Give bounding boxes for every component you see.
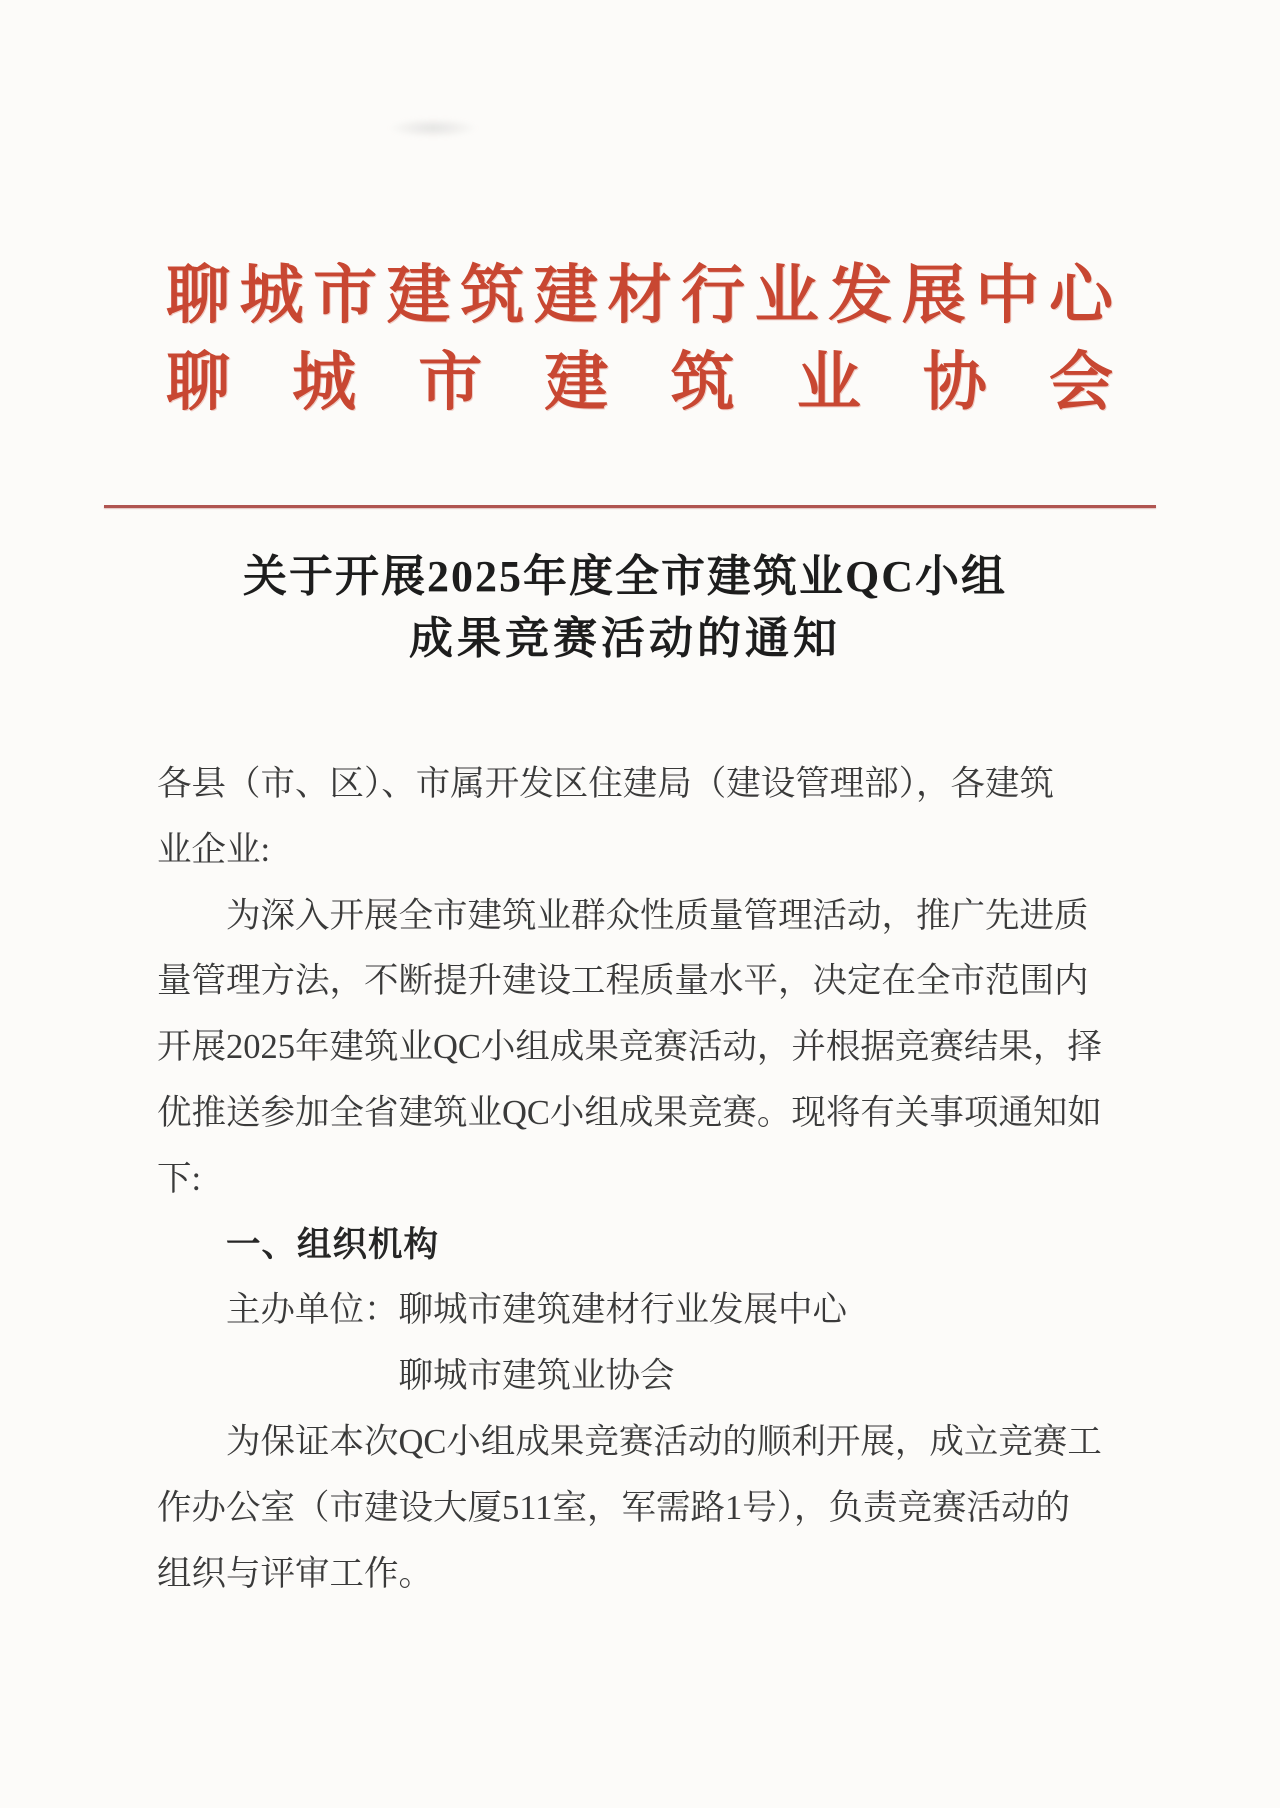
letterhead-line1 — [166, 246, 1113, 333]
letterhead-char: 筑 — [670, 346, 735, 418]
body-line: 作办公室（市建设大厦511室，军需路1号），负责竞赛活动的 — [157, 1488, 1070, 1527]
letterhead-char: 建 — [544, 346, 609, 418]
body-line: 主办单位：聊城市建筑建材行业发展中心 — [226, 1291, 847, 1330]
letterhead-char: 心 — [1048, 259, 1113, 331]
letterhead-char: 聊 — [166, 346, 230, 418]
letterhead-line2 — [166, 333, 1113, 420]
letterhead — [166, 246, 1113, 420]
body-line: 为深入开展全市建筑业群众性质量管理活动，推广先进质 — [226, 896, 1089, 935]
letterhead-char: 市 — [418, 346, 483, 418]
letterhead-char: 行 — [681, 259, 746, 331]
letterhead-char: 中 — [975, 259, 1040, 331]
letterhead-char: 城 — [239, 259, 304, 331]
document-title-line1: 关于开展2025年度全市建筑业QC小组 — [243, 552, 1007, 601]
body-line: 为保证本次QC小组成果竞赛活动的顺利开展，成立竞赛工 — [226, 1422, 1102, 1461]
letterhead-char: 发 — [828, 259, 893, 331]
letterhead-char: 会 — [1048, 346, 1113, 418]
document-title — [157, 546, 1093, 670]
document-title-line2: 成果竞赛活动的通知 — [409, 614, 841, 663]
body-line: 优推送参加全省建筑业QC小组成果竞赛。现将有关事项通知如 — [157, 1093, 1102, 1132]
letterhead-char: 聊 — [166, 259, 230, 331]
letterhead-char: 筑 — [460, 259, 525, 331]
body-line: 下: — [157, 1159, 202, 1198]
body-line: 聊城市建筑业协会 — [398, 1357, 675, 1396]
letterhead-char: 建 — [533, 259, 598, 331]
letterhead-char: 业 — [796, 346, 861, 418]
letterhead-char: 业 — [754, 259, 819, 331]
body-line: 开展2025年建筑业QC小组成果竞赛活动，并根据竞赛结果，择 — [157, 1028, 1102, 1067]
letterhead-char: 城 — [292, 346, 357, 418]
section-heading: 一、组织机构 — [226, 1225, 439, 1264]
letterhead-char: 市 — [313, 259, 378, 331]
body-line: 组织与评审工作。 — [157, 1554, 433, 1593]
scan-smudge-artifact — [388, 118, 478, 138]
body-line: 业企业: — [157, 830, 271, 869]
letterhead-char: 建 — [386, 259, 451, 331]
letterhead-char: 展 — [901, 259, 966, 331]
letterhead-char: 材 — [607, 259, 672, 331]
letterhead-divider-rule — [104, 505, 1156, 508]
letterhead-char: 协 — [922, 346, 987, 418]
body-line: 量管理方法，不断提升建设工程质量水平，决定在全市范围内 — [157, 962, 1089, 1001]
body-line: 各县（市、区）、市属开发区住建局（建设管理部），各建筑 — [157, 765, 1054, 803]
document-body — [157, 752, 1102, 1607]
